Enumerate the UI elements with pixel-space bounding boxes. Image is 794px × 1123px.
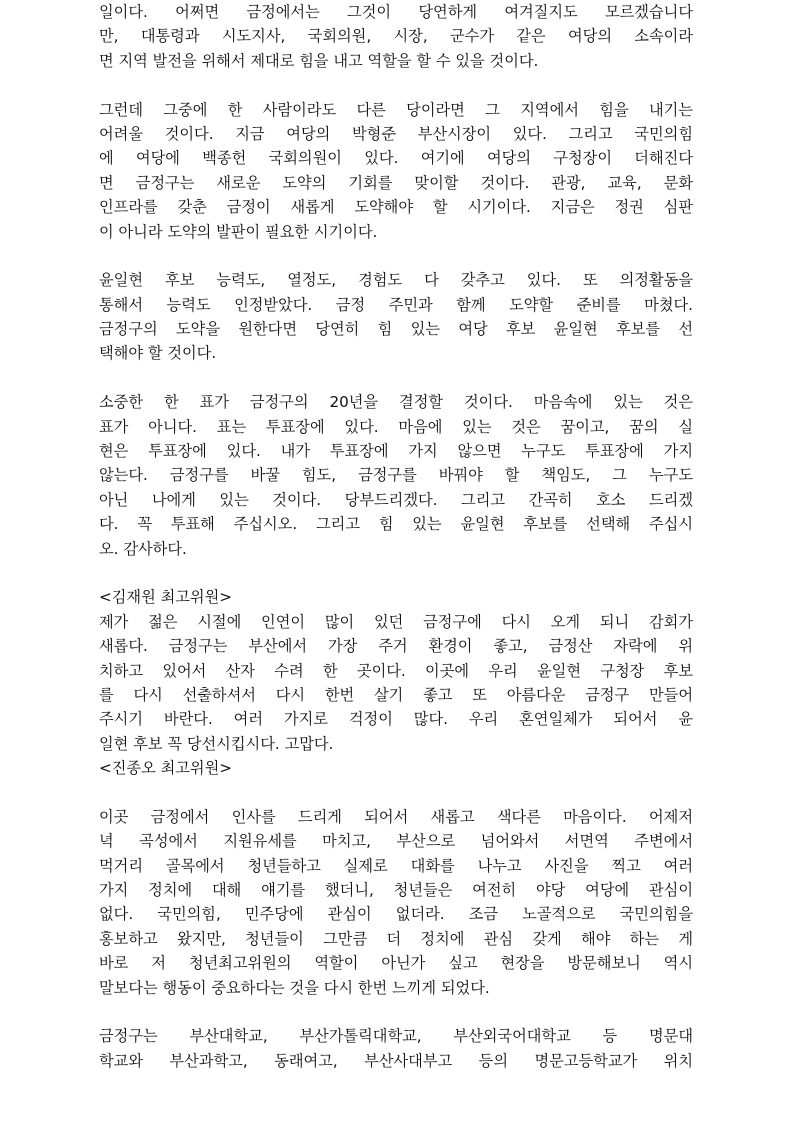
paragraph-gap bbox=[99, 561, 693, 585]
text-line: 금정구의 도약을 원한다면 당연히 힘 있는 여당 후보 윤일현 후보를 선 bbox=[99, 320, 693, 339]
paragraph-4 bbox=[99, 390, 693, 561]
paragraph-gap bbox=[99, 366, 693, 390]
text-line: 를 다시 선출하셔서 다시 한번 살기 좋고 또 아름다운 금정구 만들어 bbox=[99, 685, 693, 704]
text-line: 면 금정구는 새로운 도약의 기회를 맞이할 것이다. 관광, 교육, 문화 bbox=[99, 173, 693, 192]
text-line: 금정구는 부산대학교, 부산가톨릭대학교, 부산외국어대학교 등 명문대 bbox=[99, 1027, 693, 1046]
text-line: 윤일현 후보 능력도, 열정도, 경험도 다 갖추고 있다. 또 의정활동을 bbox=[99, 271, 693, 290]
paragraph-7 bbox=[99, 1024, 693, 1073]
text-line: 면 지역 발전을 위해서 제대로 힘을 내고 역할을 할 수 있을 것이다. bbox=[99, 51, 539, 70]
speaker-heading: <김재원 최고위원> bbox=[99, 588, 232, 607]
text-line: 이 아니라 도약의 발판이 필요한 시기이다. bbox=[99, 222, 378, 241]
paragraph-2 bbox=[99, 98, 693, 244]
paragraph-6 bbox=[99, 805, 693, 1000]
text-line: 말보다는 행동이 중요하다는 것을 다시 한번 느끼게 되었다. bbox=[99, 978, 490, 997]
document-page bbox=[99, 0, 693, 1073]
text-line: 제가 젊은 시절에 인연이 많이 있던 금정구에 다시 오게 되니 감회가 bbox=[99, 612, 693, 631]
text-line: 홍보하고 왔지만, 청년들이 그만큼 더 정치에 관심 갖게 해야 하는 게 bbox=[99, 929, 693, 948]
text-line: 현은 투표장에 있다. 내가 투표장에 가지 않으면 누구도 투표장에 가지 bbox=[99, 442, 693, 461]
text-line: 바로 저 청년최고위원의 역할이 아닌가 싶고 현장을 방문해보니 역시 bbox=[99, 954, 693, 973]
text-line: 가지 정치에 대해 얘기를 했더니, 청년들은 여전히 야당 여당에 관심이 bbox=[99, 881, 693, 900]
text-line: 만, 대통령과 시도지사, 국회의원, 시장, 군수가 같은 여당의 소속이라 bbox=[99, 27, 693, 46]
text-line: 에 여당에 백종헌 국회의원이 있다. 여기에 여당의 구청장이 더해진다 bbox=[99, 149, 693, 168]
text-line: 표가 아니다. 표는 투표장에 있다. 마음에 있는 것은 꿈이고, 꿈의 실 bbox=[99, 417, 693, 436]
text-line: 않는다. 금정구를 바꿀 힘도, 금정구를 바꿔야 할 책임도, 그 누구도 bbox=[99, 466, 693, 485]
speaker-heading: <진종오 최고위원> bbox=[99, 759, 232, 778]
paragraph-gap bbox=[99, 781, 693, 805]
text-line: 소중한 한 표가 금정구의 20년을 결정할 것이다. 마음속에 있는 것은 bbox=[99, 393, 693, 412]
text-line: 일현 후보 꼭 당선시킵시다. 고맙다. bbox=[99, 734, 334, 753]
paragraph-1 bbox=[99, 0, 693, 73]
text-line: 일이다. 어쩌면 금정에서는 그것이 당연하게 여겨질지도 모르겠습니다 bbox=[99, 3, 693, 21]
text-line: 치하고 있어서 산자 수려 한 곳이다. 이곳에 우리 윤일현 구청장 후보 bbox=[99, 661, 693, 680]
text-line: 주시기 바란다. 여러 가지로 걱정이 많다. 우리 혼연일체가 되어서 윤 bbox=[99, 710, 693, 729]
text-line: 새롭다. 금정구는 부산에서 가장 주거 환경이 좋고, 금정산 자락에 위 bbox=[99, 637, 693, 656]
text-line: 학교와 부산과학고, 동래여고, 부산사대부고 등의 명문고등학교가 위치 bbox=[99, 1051, 693, 1070]
text-line: 어려울 것이다. 지금 여당의 박형준 부산시장이 있다. 그리고 국민의힘 bbox=[99, 124, 693, 143]
text-line: 통해서 능력도 인정받았다. 금정 주민과 함께 도약할 준비를 마쳤다. bbox=[99, 295, 693, 314]
text-line: 오. 감사하다. bbox=[99, 539, 187, 558]
text-line: 이곳 금정에서 인사를 드리게 되어서 새롭고 색다른 마음이다. 어제저 bbox=[99, 807, 693, 826]
text-line: 없다. 국민의힘, 민주당에 관심이 없더라. 조금 노골적으로 국민의힘을 bbox=[99, 905, 693, 924]
paragraph-5 bbox=[99, 585, 693, 780]
text-line: 녁 곡성에서 지원유세를 마치고, 부산으로 넘어와서 서면역 주변에서 bbox=[99, 832, 693, 851]
paragraph-gap bbox=[99, 244, 693, 268]
paragraph-gap bbox=[99, 1000, 693, 1024]
text-line: 먹거리 골목에서 청년들하고 실제로 대화를 나누고 사진을 찍고 여러 bbox=[99, 856, 693, 875]
text-line: 그런데 그중에 한 사람이라도 다른 당이라면 그 지역에서 힘을 내기는 bbox=[99, 100, 693, 119]
text-line: 인프라를 갖춘 금정이 새롭게 도약해야 할 시기이다. 지금은 정권 심판 bbox=[99, 198, 693, 217]
paragraph-gap bbox=[99, 73, 693, 97]
paragraph-3 bbox=[99, 268, 693, 366]
text-line: 아닌 나에게 있는 것이다. 당부드리겠다. 그리고 간곡히 호소 드리겠 bbox=[99, 490, 693, 509]
text-line: 다. 꼭 투표해 주십시오. 그리고 힘 있는 윤일현 후보를 선택해 주십시 bbox=[99, 515, 693, 534]
text-line: 택해야 할 것이다. bbox=[99, 344, 217, 363]
